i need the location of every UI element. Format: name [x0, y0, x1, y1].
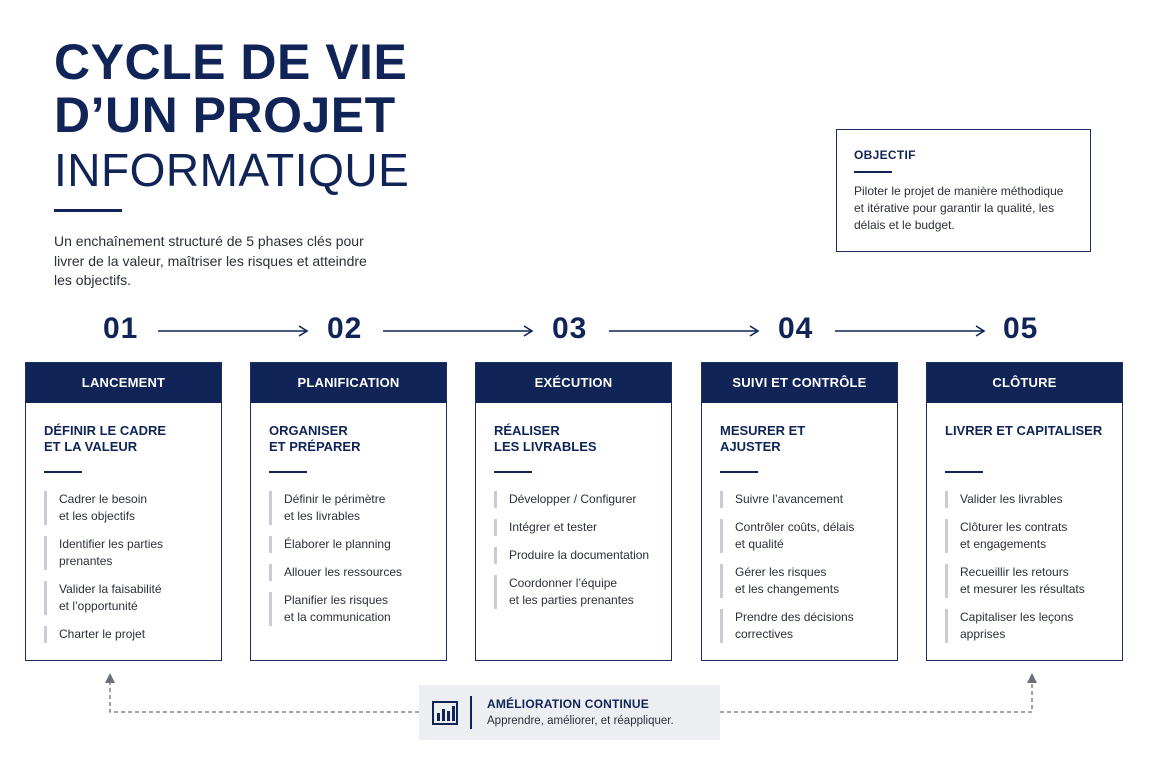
phase-number-3: 03	[552, 312, 588, 345]
phase-task: Charter le projet	[44, 626, 211, 643]
loop-right-line	[720, 680, 1032, 712]
phase-task: Contrôler coûts, délais et qualité	[720, 519, 887, 553]
phase-task: Développer / Configurer	[494, 491, 661, 508]
intro-text: Un enchaînement structuré de 5 phases clés pour livrer de la valeur, maîtriser les risques et atteindre les objectifs.	[54, 233, 367, 288]
phase-task: Définir le périmètre et les livrables	[269, 491, 436, 525]
phase-number-5: 05	[1003, 312, 1039, 345]
objective-label: OBJECTIF	[854, 148, 916, 162]
phase-task: Valider les livrables	[945, 491, 1112, 508]
phase-task: Élaborer le planning	[269, 536, 436, 553]
phase-number-4: 04	[778, 312, 814, 345]
title-line-2: D’UN PROJET	[54, 87, 396, 143]
ci-label: AMÉLIORATION CONTINUE	[487, 697, 649, 711]
phase-number-1: 01	[103, 312, 139, 345]
phase-number-2: 02	[327, 312, 363, 345]
phase-task: Capitaliser les leçons apprises	[945, 609, 1112, 643]
phase-task: Planifier les risques et la communication	[269, 592, 436, 626]
phase-task: Intégrer et tester	[494, 519, 661, 536]
phase-subtitle: MESURER ET AJUSTER	[720, 423, 806, 454]
continuous-improvement-box	[419, 685, 720, 740]
phase-task: Coordonner l’équipe et les parties prenantes	[494, 575, 661, 609]
title-line-3: INFORMATIQUE	[54, 144, 410, 196]
phase-task: Recueillir les retours et mesurer les résultats	[945, 564, 1112, 598]
phase-task: Identifier les parties prenantes	[44, 536, 211, 570]
loop-right-arrowhead	[1027, 673, 1037, 683]
phase-subtitle: LIVRER ET CAPITALISER	[945, 423, 1103, 438]
phase-task: Cadrer le besoin et les objectifs	[44, 491, 211, 525]
phase-subtitle: RÉALISER LES LIVRABLES	[494, 423, 597, 454]
loop-left-line	[110, 680, 419, 712]
phase-task: Prendre des décisions correctives	[720, 609, 887, 643]
objective-text: Piloter le projet de manière méthodique et itérative pour garantir la qualité, les délais et le budget.	[854, 184, 1064, 232]
phase-task: Produire la documentation	[494, 547, 661, 564]
loop-left-arrowhead	[105, 673, 115, 683]
phase-task: Valider la faisabilité et l’opportunité	[44, 581, 211, 615]
phase-subtitle: DÉFINIR LE CADRE ET LA VALEUR	[44, 423, 167, 454]
phase-header: SUIVI ET CONTRÔLE	[702, 363, 897, 403]
phase-header: CLÔTURE	[927, 363, 1122, 403]
bar-chart-icon	[432, 701, 458, 730]
ci-separator	[470, 696, 472, 729]
ci-text: Apprendre, améliorer, et réappliquer.	[487, 715, 674, 727]
phase-header: EXÉCUTION	[476, 363, 671, 403]
phase-task: Clôturer les contrats et engagements	[945, 519, 1112, 553]
title-line-1: CYCLE DE VIE	[54, 34, 408, 90]
phase-header: PLANIFICATION	[251, 363, 446, 403]
phase-task: Allouer les ressources	[269, 564, 436, 581]
phase-task: Suivre l’avancement	[720, 491, 887, 508]
phase-header: LANCEMENT	[26, 363, 221, 403]
phase-subtitle: ORGANISER ET PRÉPARER	[269, 423, 361, 454]
phase-task: Gérer les risques et les changements	[720, 564, 887, 598]
